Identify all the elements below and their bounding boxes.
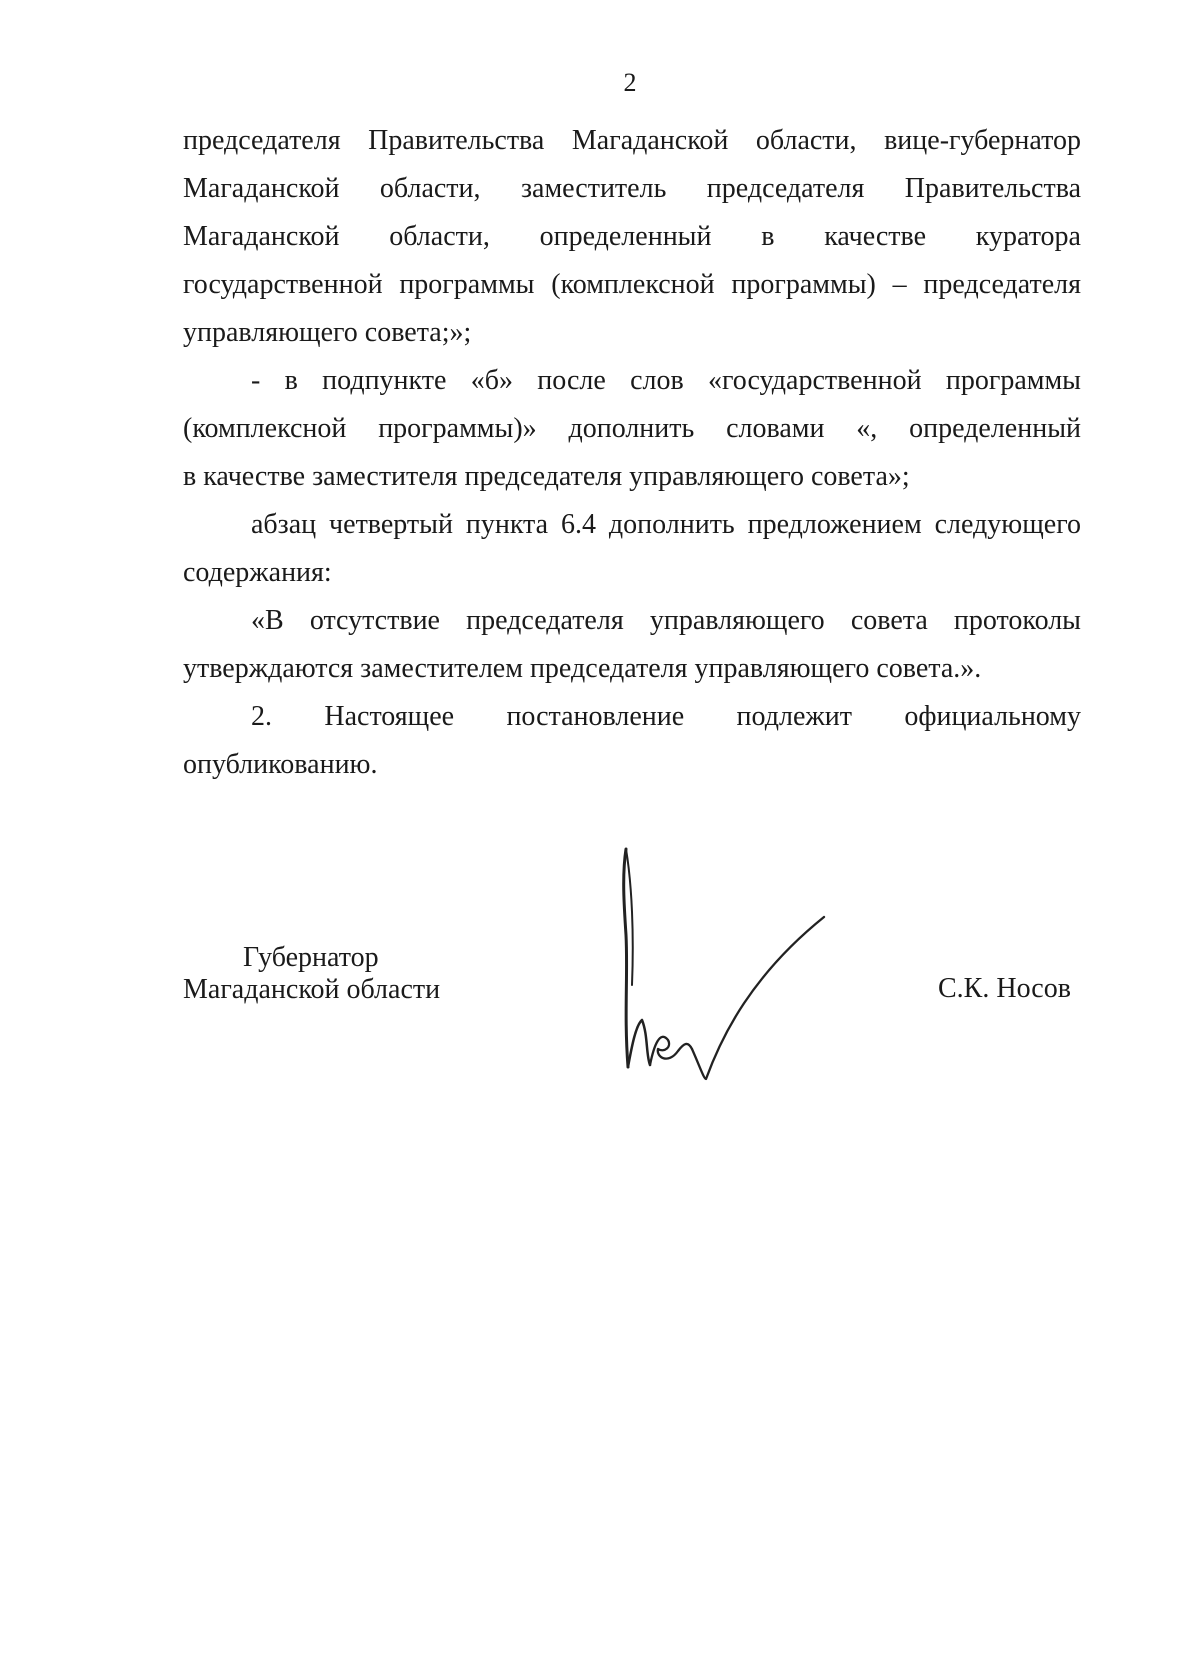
paragraph-5 [183, 693, 1081, 789]
text-line: управляющего совета;»; [183, 317, 472, 348]
signatory-position: Губернатор [243, 942, 379, 973]
text-line: в качестве заместителя председателя управляющего совета»; [183, 461, 910, 492]
paragraph-4 [183, 597, 1081, 693]
text-line: содержания: [183, 557, 332, 588]
text-line: абзац четвертый пункта 6.4 дополнить предложением следующего [251, 509, 1081, 540]
paragraph-2 [183, 357, 1081, 501]
text-line: - в подпункте «б» после слов «государственной программы [251, 365, 1081, 396]
paragraph-3 [183, 501, 1081, 597]
text-line: «В отсутствие председателя управляющего совета протоколы [251, 605, 1081, 636]
handwritten-signature [612, 835, 842, 1085]
text-line: опубликованию. [183, 749, 378, 780]
paragraph-1 [183, 117, 1081, 357]
document-body [183, 117, 1081, 789]
text-line: 2. Настоящее постановление подлежит официальному [251, 701, 1081, 732]
text-line: Магаданской области, заместитель председателя Правительства [183, 173, 1081, 204]
signature-stroke [650, 1037, 692, 1065]
signatory-title [183, 942, 440, 1006]
signatory-region: Магаданской области [183, 974, 441, 1005]
text-line: Магаданской области, определенный в качестве куратора [183, 221, 1081, 252]
signatory-name: С.К. Носов [938, 973, 1071, 1004]
text-line: утверждаются заместителем председателя управляющего совета.». [183, 653, 982, 684]
text-line: председателя Правительства Магаданской области, вице-губернатор [183, 125, 1081, 156]
text-line: государственной программы (комплексной программы) – председателя [183, 269, 1081, 300]
page-number: 2 [623, 68, 637, 97]
signature-stroke [624, 849, 628, 1067]
text-line: (комплексной программы)» дополнить словами «, определенный [183, 413, 1081, 444]
signature-stroke [628, 1020, 650, 1067]
signature-stroke [692, 917, 824, 1079]
